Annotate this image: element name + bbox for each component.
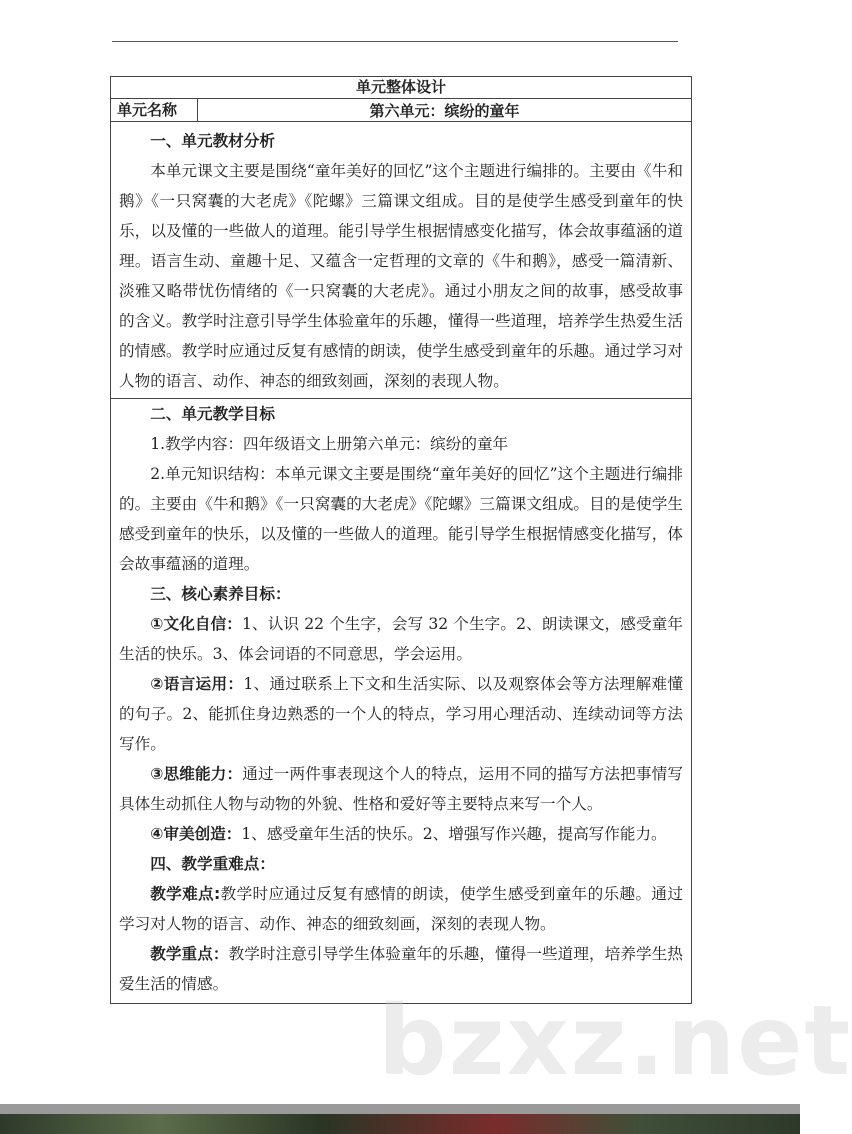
- section-1-title: 一、单元教材分析: [150, 132, 275, 150]
- unit-design-table: [110, 76, 692, 1004]
- goal-label: ②语言运用：: [150, 675, 244, 693]
- difficulty: [119, 879, 683, 939]
- section-2-structure: 2.单元知识结构：本单元课文主要是围绕“童年美好的回忆”这个主题进行编排的。主要由《牛和鹅》《一只窝囊的大老虎》《陀螺》三篇课文组成。目的是使学生感受到童年的快乐，以及懂的一些做人的道理。能引导学生根据情感变化描写，体会故事蕴涵的道理。: [119, 465, 683, 573]
- goal-thinking: [119, 759, 683, 819]
- goal-text: 1、认识 22 个生字，会写 32 个生字。2、朗读课文，感受童年生活的快乐。3、体会词语的不同意思，学会运用。: [119, 615, 683, 663]
- goal-text: 1、感受童年生活的快乐。2、增强写作兴趣，提高写作能力。: [241, 825, 667, 843]
- page-bottom-bar: [0, 1104, 800, 1114]
- key-point-text: 教学时注意引导学生体验童年的乐趣，懂得一些道理，培养学生热爱生活的情感。: [119, 945, 683, 993]
- header-rule: [112, 41, 678, 42]
- goal-culture: [119, 609, 683, 669]
- unit-name-value: 第六单元：缤纷的童年: [198, 99, 692, 122]
- unit-name-label: 单元名称: [111, 99, 198, 122]
- goal-aesthetic: [119, 819, 683, 849]
- section-3-title: 三、核心素养目标：: [150, 585, 291, 603]
- section-2-content: 1.教学内容：四年级语文上册第六单元：缤纷的童年: [150, 435, 509, 453]
- table-title: 单元整体设计: [111, 77, 692, 99]
- goal-language: [119, 669, 683, 759]
- content-cell: [111, 122, 692, 1004]
- section-2-title: 二、单元教学目标: [150, 405, 275, 423]
- key-point-label: 教学重点：: [150, 945, 229, 963]
- section-1-body: 本单元课文主要是围绕“童年美好的回忆”这个主题进行编排的。主要由《牛和鹅》《一只窝囊的大老虎》《陀螺》三篇课文组成。目的是使学生感受到童年的快乐，以及懂的一些做人的道理。能引导学生根据情感变化描写，体会故事蕴涵的道理。语言生动、童趣十足、又蕴含一定哲理的文章的《牛和鹅》，感受一篇清新、淡雅又略带忧伤情绪的《一只窝囊的大老虎》。通过小朋友之间的故事，感受故事的含义。教学时注意引导学生体验童年的乐趣，懂得一些道理，培养学生热爱生活的情感。教学时应通过反复有感情的朗读，使学生感受到童年的乐趣。通过学习对人物的语言、动作、神态的细致刻画，深刻的表现人物。: [119, 162, 683, 390]
- watermark: bzxz.net: [378, 985, 852, 1097]
- goal-label: ③思维能力：: [150, 765, 243, 783]
- goal-text: 通过一两件事表现这个人的特点，运用不同的描写方法把事情写具体生动抓住人物与动物的外貌、性格和爱好等主要特点来写一个人。: [119, 765, 683, 813]
- goal-label: ①文化自信：: [150, 615, 242, 633]
- background-image-strip: [0, 1114, 800, 1134]
- section-4-title: 四、教学重难点：: [150, 855, 275, 873]
- difficulty-label: 教学难点:: [150, 885, 221, 903]
- goal-label: ④审美创造：: [150, 825, 242, 843]
- section-divider: [111, 398, 691, 999]
- goal-text: 1、通过联系上下文和生活实际、以及观察体会等方法理解难懂的句子。2、能抓住身边熟悉的一个人的特点，学习用心理活动、连续动词等方法写作。: [119, 675, 684, 753]
- difficulty-text: 教学时应通过反复有感情的朗读，使学生感受到童年的乐趣。通过学习对人物的语言、动作、神态的细致刻画，深刻的表现人物。: [119, 885, 683, 933]
